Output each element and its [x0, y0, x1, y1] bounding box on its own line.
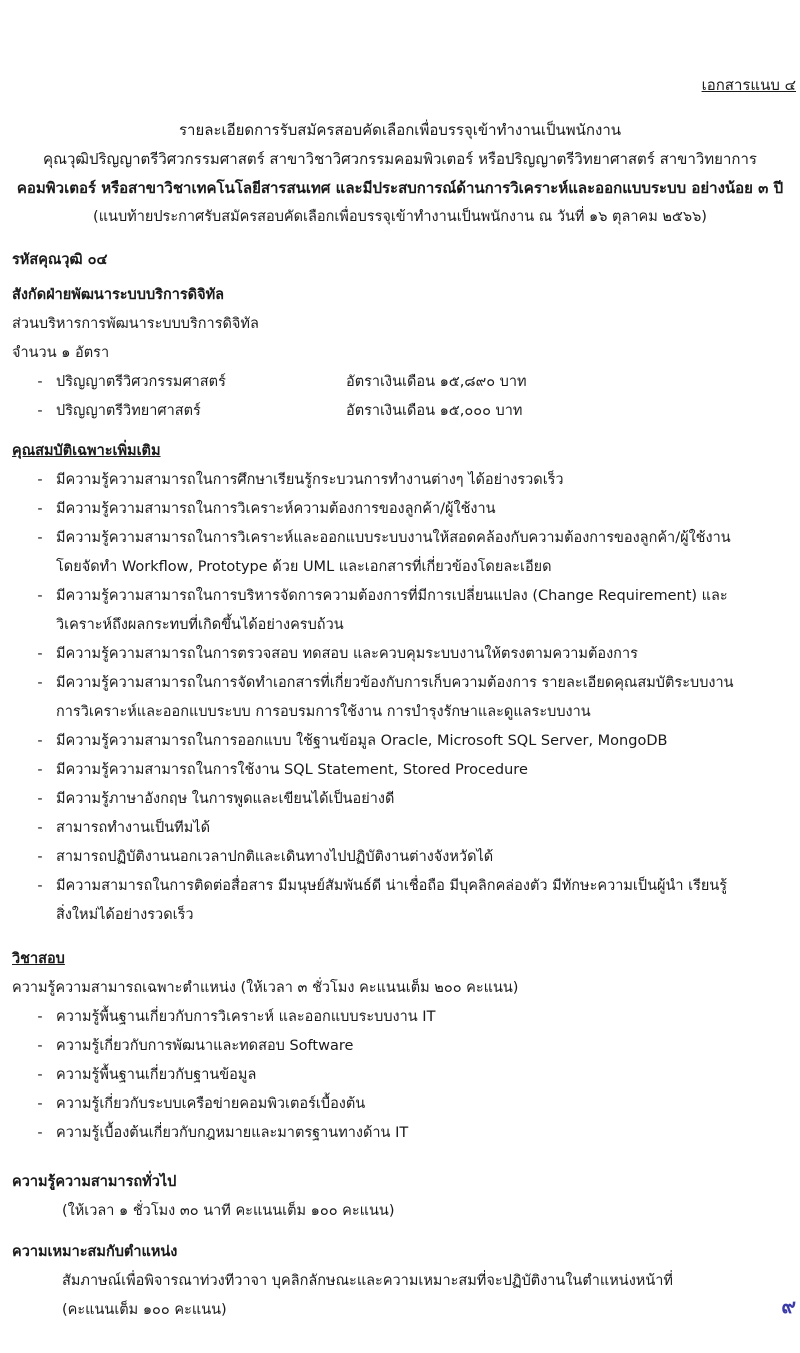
qualifications-section [12, 437, 796, 930]
qualifications-heading: คุณสมบัติเฉพาะเพิ่มเติม [12, 443, 161, 459]
qualification-item [12, 872, 796, 930]
bullet-dash: - [37, 1096, 43, 1112]
exam-topic-item [12, 1003, 796, 1032]
exam-topic-item [12, 1090, 796, 1119]
qualification-item [12, 640, 796, 669]
qualification-item [12, 756, 796, 785]
general-section [12, 1168, 796, 1226]
qualification-text: มีความรู้ความสามารถในการจัดทำเอกสารที่เกี่ยวข้องกับการเก็บความต้องการ รายละเอียดคุณสมบัติระบบงาน [56, 675, 734, 691]
bullet-dash: - [37, 791, 43, 807]
salary-row: - ปริญญาตรีวิศวกรรมศาสตร์ อัตราเงินเดือน ๑๕,๘๙๐ บาท [12, 368, 796, 397]
exam-heading: วิชาสอบ [12, 951, 65, 967]
fit-section [12, 1238, 796, 1325]
qualification-text: มีความรู้ความสามารถในการวิเคราะห์ความต้องการของลูกค้า/ผู้ใช้งาน [56, 501, 496, 517]
fit-line-2: (คะแนนเต็ม ๑๐๐ คะแนน) [62, 1302, 227, 1318]
bullet-dash: - [37, 646, 43, 662]
exam-section [12, 945, 796, 1148]
exam-topic-item [12, 1032, 796, 1061]
qualification-text: มีความรู้ความสามารถในการวิเคราะห์และออกแบบระบบงานให้สอดคล้องกับความต้องการของลูกค้า/ผู้ใช้งาน [56, 530, 731, 546]
qualification-code: รหัสคุณวุฒิ ๐๔ [12, 252, 108, 268]
qualifications-list [12, 466, 796, 930]
qualification-text: มีความรู้ความสามารถในการศึกษาเรียนรู้กระบวนการทำงานต่างๆ ได้อย่างรวดเร็ว [56, 472, 564, 488]
bullet-dash: - [37, 588, 43, 604]
qualification-item [12, 727, 796, 756]
exam-topic-text: ความรู้เบื้องต้นเกี่ยวกับกฎหมายและมาตรฐานทางด้าน IT [56, 1125, 409, 1141]
bullet-dash: - [37, 472, 43, 488]
qualification-text: โดยจัดทำ Workflow, Prototype ด้วย UML และเอกสารที่เกี่ยวข้องโดยละเอียด [56, 559, 552, 575]
qualification-item [12, 582, 796, 640]
qualification-text: มีความรู้ความสามารถในการบริหารจัดการความต้องการที่มีการเปลี่ยนแปลง (Change Requirement) และ [56, 588, 728, 604]
department-title: สังกัดฝ่ายพัฒนาระบบบริการดิจิทัล [12, 287, 225, 303]
qualification-text: มีความรู้ความสามารถในการออกแบบ ใช้ฐานข้อมูล Oracle, Microsoft SQL Server, MongoDB [56, 733, 668, 749]
bullet-dash: - [37, 501, 43, 517]
general-heading: ความรู้ความสามารถทั่วไป [12, 1174, 177, 1190]
qualification-text: มีความสามารถในการติดต่อสื่อสาร มีมนุษย์สัมพันธ์ดี น่าเชื่อถือ มีบุคลิกคล่องตัว มีทักษะความเป็นผู้นำ เรียนรู้ [56, 878, 728, 894]
qualification-item [12, 814, 796, 843]
exam-topic-text: ความรู้เกี่ยวกับระบบเครือข่ายคอมพิวเตอร์เบื้องต้น [56, 1096, 366, 1112]
qualification-item [12, 785, 796, 814]
bullet-dash: - [37, 1067, 43, 1083]
exam-topic-text: ความรู้พื้นฐานเกี่ยวกับฐานข้อมูล [56, 1067, 257, 1083]
exam-topic-text: ความรู้เกี่ยวกับการพัฒนาและทดสอบ Software [56, 1038, 354, 1054]
general-detail: (ให้เวลา ๑ ชั่วโมง ๓๐ นาที คะแนนเต็ม ๑๐๐ คะแนน) [62, 1203, 395, 1219]
qualification-item [12, 495, 796, 524]
qualification-item [12, 843, 796, 872]
exam-specific: ความรู้ความสามารถเฉพาะตำแหน่ง (ให้เวลา ๓ ชั่วโมง คะแนนเต็ม ๒๐๐ คะแนน) [12, 980, 519, 996]
qualification-item [12, 466, 796, 495]
qualification-text: การวิเคราะห์และออกแบบระบบ การอบรมการใช้งาน การบำรุงรักษาและดูแลระบบงาน [56, 704, 591, 720]
attachment-label: เอกสารแนบ ๔ [701, 76, 796, 94]
qualification-text: สิ่งใหม่ได้อย่างรวดเร็ว [56, 907, 194, 923]
bullet-dash: - [37, 530, 43, 546]
degree-label: ปริญญาตรีวิทยาศาสตร์ [56, 403, 201, 419]
bullet-dash: - [37, 1038, 43, 1054]
page-mark: ๙ [781, 1294, 796, 1318]
salary-value: อัตราเงินเดือน ๑๕,๐๐๐ บาท [346, 403, 523, 419]
header-line-4: (แนบท้ายประกาศรับสมัครสอบคัดเลือกเพื่อบรรจุเข้าทำงานเป็นพนักงาน ณ วันที่ ๑๖ ตุลาคม ๒๕๖๖) [93, 209, 707, 225]
position-info [12, 246, 796, 426]
header-line-1: รายละเอียดการรับสมัครสอบคัดเลือกเพื่อบรรจุเข้าทำงานเป็นพนักงาน [178, 121, 622, 139]
salary-value: อัตราเงินเดือน ๑๕,๘๙๐ บาท [346, 374, 527, 390]
exam-topic-text: ความรู้พื้นฐานเกี่ยวกับการวิเคราะห์ และออกแบบระบบงาน IT [56, 1009, 436, 1025]
header-line-3: คอมพิวเตอร์ หรือสาขาวิชาเทคโนโลยีสารสนเทศ และมีประสบการณ์ด้านการวิเคราะห์และออกแบบระบบ อย่างน้อย ๓ ปี [16, 179, 784, 197]
qualification-item [12, 669, 796, 727]
qualification-text: มีความรู้ความสามารถในการใช้งาน SQL Statement, Stored Procedure [56, 762, 528, 778]
qualification-text: สามารถปฏิบัติงานนอกเวลาปกติและเดินทางไปปฏิบัติงานต่างจังหวัดได้ [56, 849, 494, 865]
bullet-dash: - [37, 675, 43, 691]
document-header [0, 116, 800, 232]
exam-topic-item [12, 1061, 796, 1090]
exam-topic-item [12, 1119, 796, 1148]
positions-count: จำนวน ๑ อัตรา [12, 345, 110, 361]
qualification-text: มีความรู้ความสามารถในการตรวจสอบ ทดสอบ และควบคุมระบบงานให้ตรงตามความต้องการ [56, 646, 638, 662]
header-line-2: คุณวุฒิปริญญาตรีวิศวกรรมศาสตร์ สาขาวิชาวิศวกรรมคอมพิวเตอร์ หรือปริญญาตรีวิทยาศาสตร์ สาขาวิทยาการ [43, 150, 757, 168]
bullet-dash: - [37, 878, 43, 894]
degree-label: ปริญญาตรีวิศวกรรมศาสตร์ [56, 374, 226, 390]
fit-line-1: สัมภาษณ์เพื่อพิจารณาท่วงทีวาจา บุคลิกลักษณะและความเหมาะสมที่จะปฏิบัติงานในตำแหน่งหน้าที่ [62, 1273, 673, 1289]
qualification-item [12, 524, 796, 582]
bullet-dash: - [37, 849, 43, 865]
bullet-dash: - [37, 762, 43, 778]
qualification-text: สามารถทำงานเป็นทีมได้ [56, 820, 210, 836]
bullet-dash: - [37, 733, 43, 749]
bullet-dash: - [37, 1009, 43, 1025]
qualification-text: วิเคราะห์ถึงผลกระทบที่เกิดขึ้นได้อย่างครบถ้วน [56, 617, 344, 633]
qualification-text: มีความรู้ภาษาอังกฤษ ในการพูดและเขียนได้เป็นอย่างดี [56, 791, 395, 807]
fit-heading: ความเหมาะสมกับตำแหน่ง [12, 1244, 178, 1260]
bullet-dash: - [37, 820, 43, 836]
division-name: ส่วนบริหารการพัฒนาระบบบริการดิจิทัล [12, 316, 259, 332]
exam-topics-list [12, 1003, 796, 1148]
salary-row: - ปริญญาตรีวิทยาศาสตร์ อัตราเงินเดือน ๑๕,๐๐๐ บาท [12, 397, 796, 426]
bullet-dash: - [37, 1125, 43, 1141]
